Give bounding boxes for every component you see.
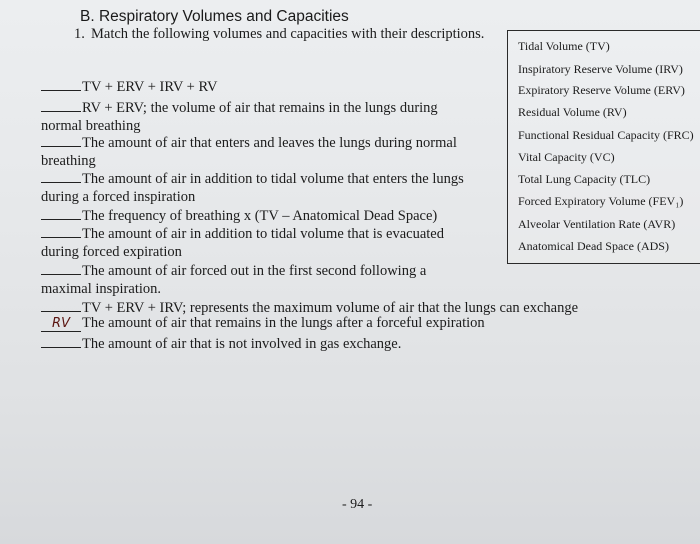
- question-text: RV + ERV; the volume of air that remains in the lungs during: [82, 100, 438, 116]
- term-item: Tidal Volume (TV): [518, 39, 610, 53]
- term-item: Functional Residual Capacity (FRC): [518, 128, 694, 142]
- question-text-cont: during forced expiration: [41, 243, 182, 260]
- terms-box: [507, 30, 700, 264]
- answer-blank[interactable]: [41, 223, 81, 238]
- question-item: [41, 76, 217, 97]
- question-text-cont: normal breathing: [41, 117, 141, 134]
- question-item: [41, 97, 438, 135]
- question-item: [41, 260, 426, 298]
- answer-blank[interactable]: [41, 132, 81, 147]
- term-item: Forced Expiratory Volume (FEV₁): [518, 194, 684, 208]
- answer-blank[interactable]: [41, 297, 81, 312]
- term-item: Total Lung Capacity (TLC): [518, 172, 651, 186]
- question-text: The amount of air in addition to tidal volume that is evacuated: [82, 226, 444, 242]
- question-text: The amount of air that is not involved in gas exchange.: [82, 336, 402, 352]
- question-text-cont: maximal inspiration.: [41, 280, 162, 297]
- question-text: The amount of air that enters and leaves the lungs during normal: [82, 135, 457, 151]
- question-item: [41, 223, 444, 261]
- question-text: The amount of air that remains in the lungs after a forceful expiration: [82, 315, 485, 331]
- page-number: - 94 -: [342, 497, 373, 512]
- question-text-cont: during a forced inspiration: [41, 188, 196, 205]
- term-item: Residual Volume (RV): [518, 105, 627, 119]
- term-item: Expiratory Reserve Volume (ERV): [518, 83, 685, 97]
- question-text-cont: breathing: [41, 152, 96, 169]
- term-item: Inspiratory Reserve Volume (IRV): [518, 62, 683, 76]
- question-text: The frequency of breathing x (TV – Anatomical Dead Space): [82, 208, 438, 224]
- question-text: TV + ERV + IRV + RV: [82, 79, 218, 95]
- instruction-number: 1.: [74, 26, 85, 42]
- term-item: Vital Capacity (VC): [518, 150, 615, 164]
- answer-blank[interactable]: [41, 333, 81, 348]
- answer-blank[interactable]: RV: [41, 317, 81, 332]
- term-item: Anatomical Dead Space (ADS): [518, 239, 669, 253]
- question-text: The amount of air forced out in the first second following a: [82, 263, 427, 279]
- question-item: [41, 315, 485, 333]
- question-item: [41, 333, 401, 354]
- question-text: TV + ERV + IRV; represents the maximum volume of air that the lungs can exchange: [82, 300, 579, 316]
- answer-blank[interactable]: [41, 205, 81, 220]
- section-title: B. Respiratory Volumes and Capacities: [80, 8, 349, 25]
- answer-blank[interactable]: [41, 76, 81, 91]
- instruction-text: Match the following volumes and capacities with their descriptions.: [91, 26, 485, 42]
- answer-blank[interactable]: [41, 168, 81, 183]
- answer-blank[interactable]: [41, 260, 81, 275]
- term-item: Alveolar Ventilation Rate (AVR): [518, 217, 676, 231]
- question-item: [41, 132, 457, 170]
- question-text: The amount of air in addition to tidal volume that enters the lungs: [82, 171, 464, 187]
- answer-blank[interactable]: [41, 97, 81, 112]
- question-item: [41, 168, 464, 206]
